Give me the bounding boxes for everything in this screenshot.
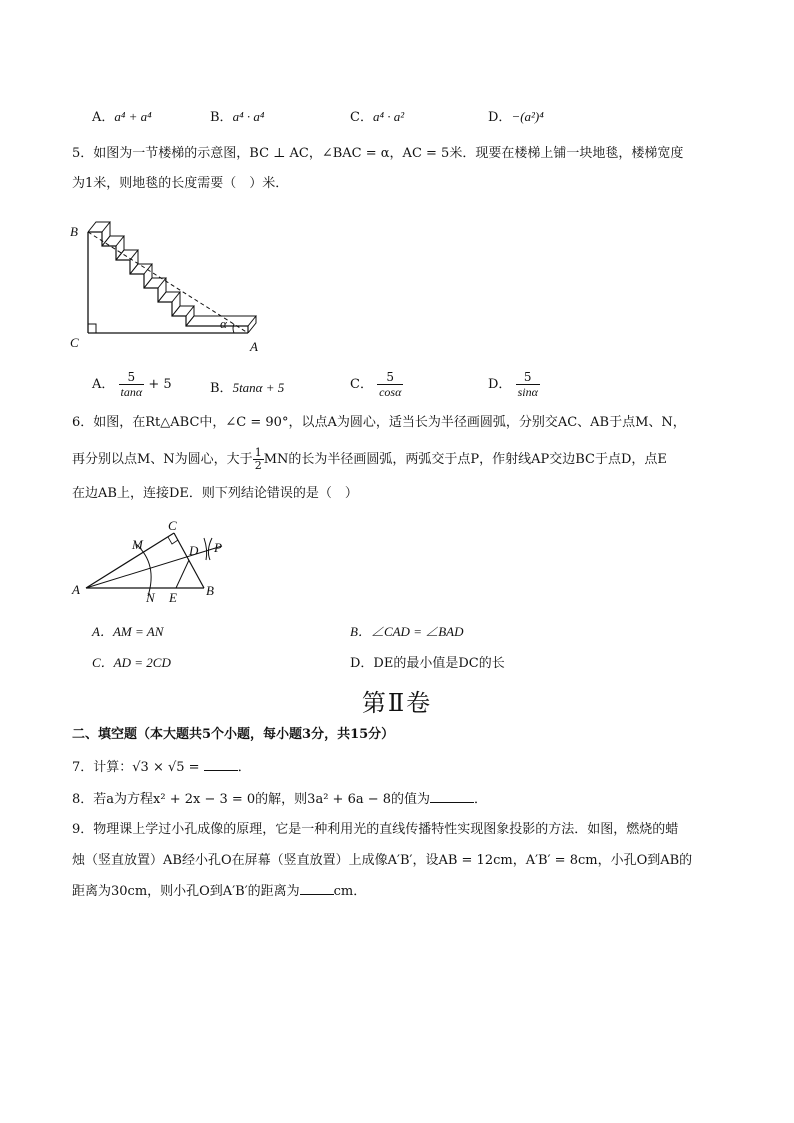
fraction [377,370,403,399]
q6-option-a: A．AM = AN [92,624,164,639]
fraction [119,370,145,399]
label-d: D [189,543,199,558]
part-title: 第Ⅱ卷 [361,689,433,717]
answer-blank[interactable] [204,770,238,771]
q9-tail: cm． [333,884,367,899]
q5-option-c [350,370,403,399]
option-label: D． [488,377,512,392]
label-p: P [214,540,222,555]
q6-option-c: C．AD = 2CD [92,655,171,670]
q5-option-b [210,377,284,396]
label-m: M [132,537,143,552]
option-label: C． [350,110,373,125]
q5-option-a [92,370,172,399]
triangle-figure [70,520,270,610]
q9-line-3 [72,882,366,902]
label-e: E [169,590,177,605]
option-text: a⁴ + a⁴ [114,109,152,124]
q8-text: 8．若a为方程x² + 2x − 3 = 0的解，则3a² + 6a − 8的值为 [72,792,431,807]
q5-option-d [488,370,540,399]
option-label: A． [92,110,115,125]
option-text: −(a²)⁴ [511,109,544,124]
q7-tail: ． [237,760,251,775]
label-c: C [168,518,177,533]
q6-line2-post: MN的长为半径画圆弧，两弧交于点P，作射线AP交边BC于点D，点E [263,452,667,467]
label-alpha: α [220,316,227,331]
q6-option-b: B．∠CAD = ∠BAD [350,624,464,639]
answer-blank[interactable] [300,894,334,895]
section-heading: 二、填空题（本大题共5个小题，每小题3分，共15分） [72,727,395,742]
option-label: B． [210,110,233,125]
option-label: B． [210,381,233,396]
q6-line-3: 在边AB上，连接DE．则下列结论错误的是（ ） [72,486,358,501]
q6-line2-pre: 再分别以点M、N为圆心，大于 [72,452,253,467]
q4-option-c [350,106,404,125]
option-label: A． [92,377,115,392]
frac-den: sinα [517,385,538,399]
option-text: a⁴ · a⁴ [232,109,265,124]
label-a: A [72,582,80,597]
q6-line-1: 6．如图，在Rt△ABC中，∠C = 90°，以点A为圆心，适当长为半径画圆弧，分别交AC、AB于点M、N， [72,415,686,430]
answer-blank[interactable] [430,802,474,803]
q6-line-2 [72,447,667,472]
q7 [72,758,251,778]
frac-den: cosα [379,385,402,399]
q5-line-1: 5．如图为一节楼梯的示意图，BC ⊥ AC，∠BAC = α，AC = 5米．现要在楼梯上铺一块地毯，楼梯宽度 [72,146,684,161]
staircase-figure [66,200,286,360]
frac-den: tanα [120,385,143,399]
frac-num: 1 [254,446,262,459]
label-a: A [250,339,258,354]
fraction [516,370,540,399]
q5-line-2: 为1米，则地毯的长度需要（ ）米． [72,176,289,191]
frac-num: 5 [119,370,145,385]
frac-num: 5 [516,370,540,385]
option-text: a⁴ · a² [372,109,405,124]
option-tail: + 5 [148,377,172,392]
q4-option-d [488,106,544,125]
q4-option-a [92,106,152,125]
option-label: C． [350,377,373,392]
q9-line3-text: 距离为30cm，则小孔O到A′B′的距离为 [72,884,300,899]
option-text: 5tanα + 5 [232,380,285,395]
frac-num: 5 [377,370,403,385]
q4-option-b [210,106,264,125]
fraction-half [253,447,264,472]
q6-option-d: D．DE的最小值是DC的长 [350,656,505,671]
label-c: C [70,335,79,350]
q8 [72,790,487,810]
label-n: N [146,590,155,605]
frac-den: 2 [254,459,262,472]
option-label: D． [488,110,512,125]
label-b: B [206,583,214,598]
q7-text: 7．计算：√3 × √5 = [72,760,200,775]
q8-tail: ． [474,792,488,807]
q9-line-2: 烛（竖直放置）AB经小孔O在屏幕（竖直放置）上成像A′B′，设AB = 12cm，A′B′ = 8cm，小孔O到AB的 [72,853,693,868]
label-b: B [70,224,78,239]
q9-line-1: 9．物理课上学过小孔成像的原理，它是一种利用光的直线传播特性实现图象投影的方法．如图，燃烧的蜡 [72,822,679,837]
